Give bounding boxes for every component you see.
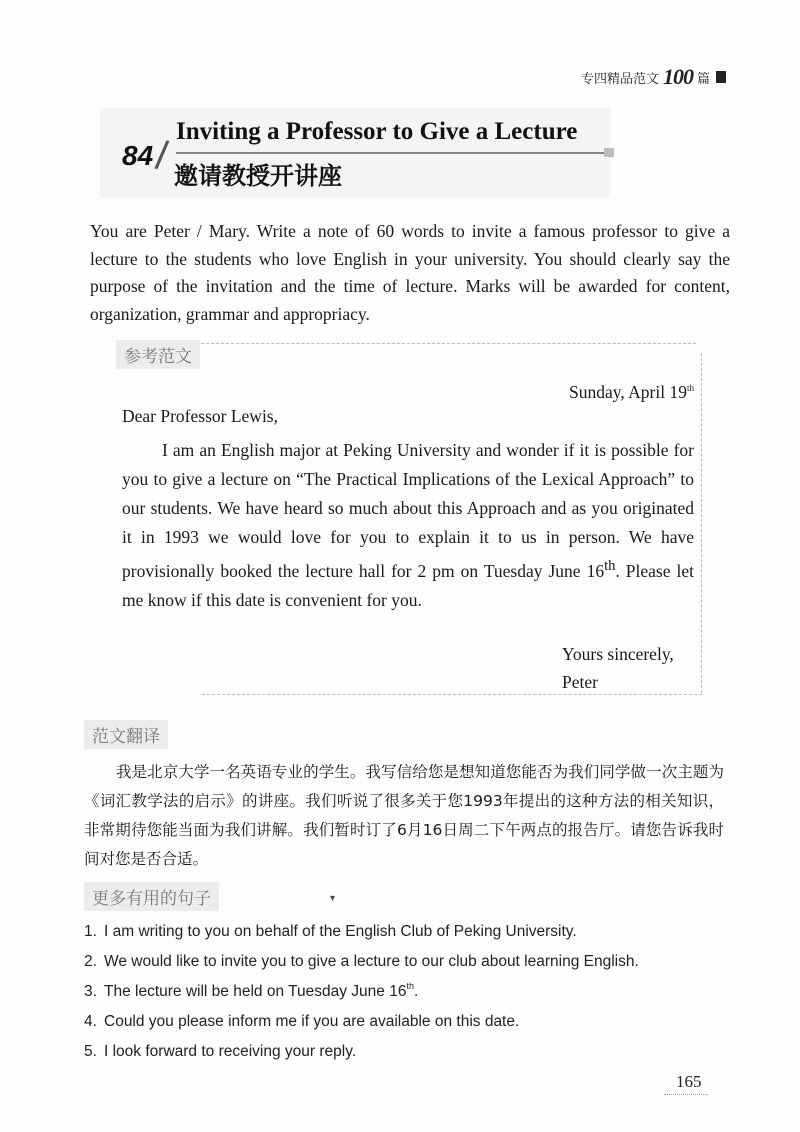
- list-item: [84, 944, 639, 974]
- letter-signature: Peter: [562, 672, 598, 692]
- list-item-number: 1.: [84, 923, 97, 940]
- translation-label: 范文翻译: [84, 720, 168, 749]
- translation-text: 我是北京大学一名英语专业的学生。我写信给您是想知道您能否为我们同学做一次主题为《词汇教学法的启示》的讲座。我们听说了很多关于您1993年提出的这种方法的相关知识，非常期待您能当面为我们讲解。我们暂时订了6月16日周二下午两点的报告厅。请您告诉我时间对您是否合适。: [84, 763, 724, 868]
- letter-date: [569, 382, 694, 403]
- letter-salutation: Dear Professor Lewis,: [122, 406, 278, 426]
- stray-mark-icon: ▾: [330, 893, 336, 904]
- running-head-number: 100: [662, 64, 693, 89]
- running-head: [581, 64, 726, 90]
- letter-body: [122, 436, 694, 615]
- list-item: [84, 974, 639, 1004]
- running-head-prefix: 专四精品范文: [580, 71, 659, 87]
- list-item-number: 5.: [84, 1043, 97, 1060]
- letter-closing: Yours sincerely,: [562, 644, 674, 664]
- letter-body-sup: th: [604, 558, 616, 574]
- title-rule: [176, 152, 608, 154]
- title-chinese: 邀请教授开讲座: [174, 162, 342, 190]
- list-item: [84, 1004, 639, 1034]
- letter-body-part2: . Please let me know if this date is convenient for you.: [122, 560, 695, 610]
- letter-date-sup: th: [686, 383, 694, 393]
- list-item-number: 4.: [84, 1013, 97, 1030]
- list-item-sup: th: [406, 981, 414, 991]
- list-item-text: I look forward to receiving your reply.: [104, 1043, 357, 1060]
- title-slash-icon: /: [153, 133, 171, 179]
- list-item-number: 2.: [84, 953, 97, 970]
- sentence-list: [84, 914, 639, 1064]
- letter-frame-top: [196, 343, 696, 344]
- list-item-text: I am writing to you on behalf of the English Club of Peking University.: [104, 923, 577, 940]
- running-head-block-icon: [716, 71, 726, 83]
- list-item-text: We would like to invite you to give a lecture to our club about learning English.: [104, 953, 639, 970]
- list-item-number: 3.: [84, 983, 97, 1000]
- title-english: Inviting a Professor to Give a Lecture: [176, 118, 578, 145]
- list-item-text: Could you please inform me if you are available on this date.: [104, 1013, 520, 1030]
- running-head-suffix: 篇: [696, 71, 710, 87]
- sample-label: 参考范文: [116, 340, 200, 369]
- list-item-after: .: [413, 983, 419, 1000]
- title-rule-end-icon: [604, 148, 614, 157]
- list-item: [84, 914, 639, 944]
- letter-body-part1: I am an English major at Peking University and wonder if it is possible for you to give a lecture on “The Practical Implications of the Lexical Approach” to our students. We have heard so much about this Approach and as you originated it in 1993 we would love for you to explain it to us in person. We have provisionally booked the lecture hall for 2 pm on Tuesday June 16: [122, 440, 694, 581]
- letter-date-text: Sunday, April 19: [569, 382, 687, 402]
- essay-number: 84: [122, 140, 154, 171]
- list-item: [84, 1034, 639, 1064]
- letter-frame-bottom: [202, 694, 702, 695]
- page-number-rule: [664, 1094, 708, 1095]
- writing-prompt: You are Peter / Mary. Write a note of 60 words to invite a famous professor to give a lecture to the students who love English in your university. You should clearly say the purpose of the invitation and the time of lecture. Marks will be awarded for content, organization, grammar and appropriacy.: [90, 221, 730, 324]
- more-sentences-label: 更多有用的句子: [84, 882, 219, 911]
- page-number: 165: [676, 1072, 702, 1091]
- letter-frame-side: [701, 353, 702, 693]
- list-item-text: The lecture will be held on Tuesday June 16: [104, 983, 407, 1000]
